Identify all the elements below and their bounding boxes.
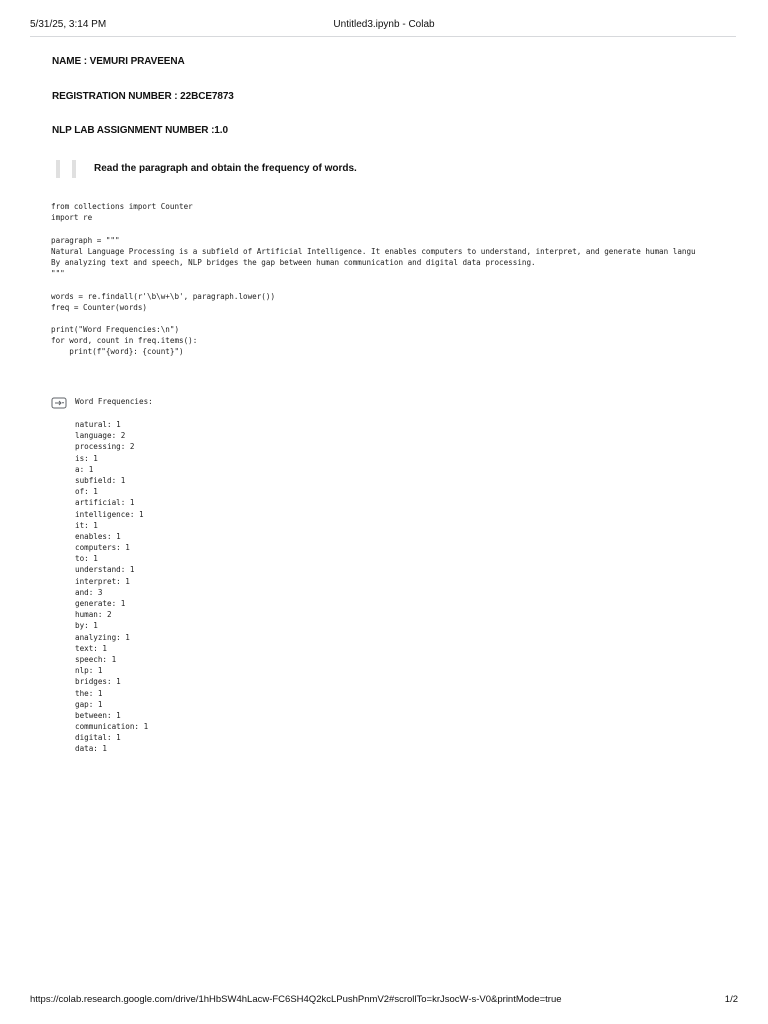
output-line: the: 1	[75, 688, 103, 698]
output-line: communication: 1	[75, 722, 149, 732]
output-line: understand: 1	[75, 565, 135, 575]
output-line: intelligence: 1	[75, 509, 144, 519]
output-line: gap: 1	[75, 699, 103, 709]
output-header: Word Frequencies:	[75, 397, 153, 406]
output-line: digital: 1	[75, 733, 121, 743]
code-line: words = re.findall(r'\b\w+\b', paragraph.lower())	[51, 291, 276, 301]
output-line: interpret: 1	[75, 576, 130, 586]
output-line: subfield: 1	[75, 475, 126, 485]
output-line: processing: 2	[75, 442, 135, 452]
code-line: import re	[51, 213, 93, 223]
markdown-text: Read the paragraph and obtain the frequency of words.	[94, 163, 357, 174]
code-line: freq = Counter(words)	[51, 302, 148, 312]
code-line: print("Word Frequencies:\n")	[51, 325, 180, 335]
output-line: enables: 1	[75, 531, 121, 541]
output-line: by: 1	[75, 621, 98, 631]
print-header	[0, 0, 768, 34]
output-line: generate: 1	[75, 599, 126, 608]
code-line: from collections import Counter	[51, 202, 193, 211]
code-line: Natural Language Processing is a subfield of Artificial Intelligence. It enables computers to understand, interpret, and generate human langu	[51, 246, 696, 256]
output-line: computers: 1	[75, 543, 130, 553]
registration-number: REGISTRATION NUMBER : 22BCE7873	[52, 91, 234, 102]
output-list	[75, 419, 148, 755]
print-footer-url: https://colab.research.google.com/drive/1hHbSW4hLacw-FC6SH4Q2kcLPushPnmV2#scrollTo=krJsocW-s-V0&printMode=true	[30, 994, 562, 1005]
code-line: """	[51, 269, 65, 279]
output-line: language: 2	[75, 431, 126, 441]
output-line: of: 1	[75, 487, 98, 497]
output-line: between: 1	[75, 710, 121, 720]
blockquote-bar	[56, 160, 60, 178]
print-title: Untitled3.ipynb - Colab	[333, 19, 435, 30]
output-line: analyzing: 1	[75, 632, 130, 642]
code-line	[51, 223, 736, 234]
output-line: nlp: 1	[75, 666, 103, 676]
output-line: natural: 1	[75, 420, 121, 429]
code-line: print(f"{word}: {count}")	[51, 347, 184, 357]
header-divider	[30, 36, 736, 37]
code-line: By analyzing text and speech, NLP bridges the gap between human communication and digital data processing.	[51, 257, 536, 267]
code-line: for word, count in freq.items():	[51, 336, 198, 346]
output-line: speech: 1	[75, 654, 117, 664]
markdown-cell[interactable]	[52, 160, 552, 178]
output-line: data: 1	[75, 744, 108, 754]
output-line: it: 1	[75, 520, 98, 530]
code-line	[51, 279, 736, 290]
output-line: artificial: 1	[75, 498, 135, 508]
print-date: 5/31/25, 3:14 PM	[30, 19, 107, 30]
code-line: paragraph = """	[51, 235, 120, 245]
assignment-number: NLP LAB ASSIGNMENT NUMBER :1.0	[52, 125, 228, 136]
print-footer-page-number: 1/2	[724, 994, 738, 1005]
output-line: a: 1	[75, 464, 94, 474]
output-toggle-icon[interactable]	[51, 396, 67, 408]
code-cell[interactable]	[51, 201, 736, 358]
code-line	[51, 313, 736, 324]
output-line: and: 3	[75, 587, 103, 597]
output-line: is: 1	[75, 453, 98, 463]
blockquote-bar	[72, 160, 76, 178]
output-line: to: 1	[75, 554, 98, 564]
output-line: human: 2	[75, 610, 112, 620]
output-line: bridges: 1	[75, 677, 121, 687]
output-line: text: 1	[75, 643, 108, 653]
student-name: NAME : VEMURI PRAVEENA	[52, 56, 185, 67]
